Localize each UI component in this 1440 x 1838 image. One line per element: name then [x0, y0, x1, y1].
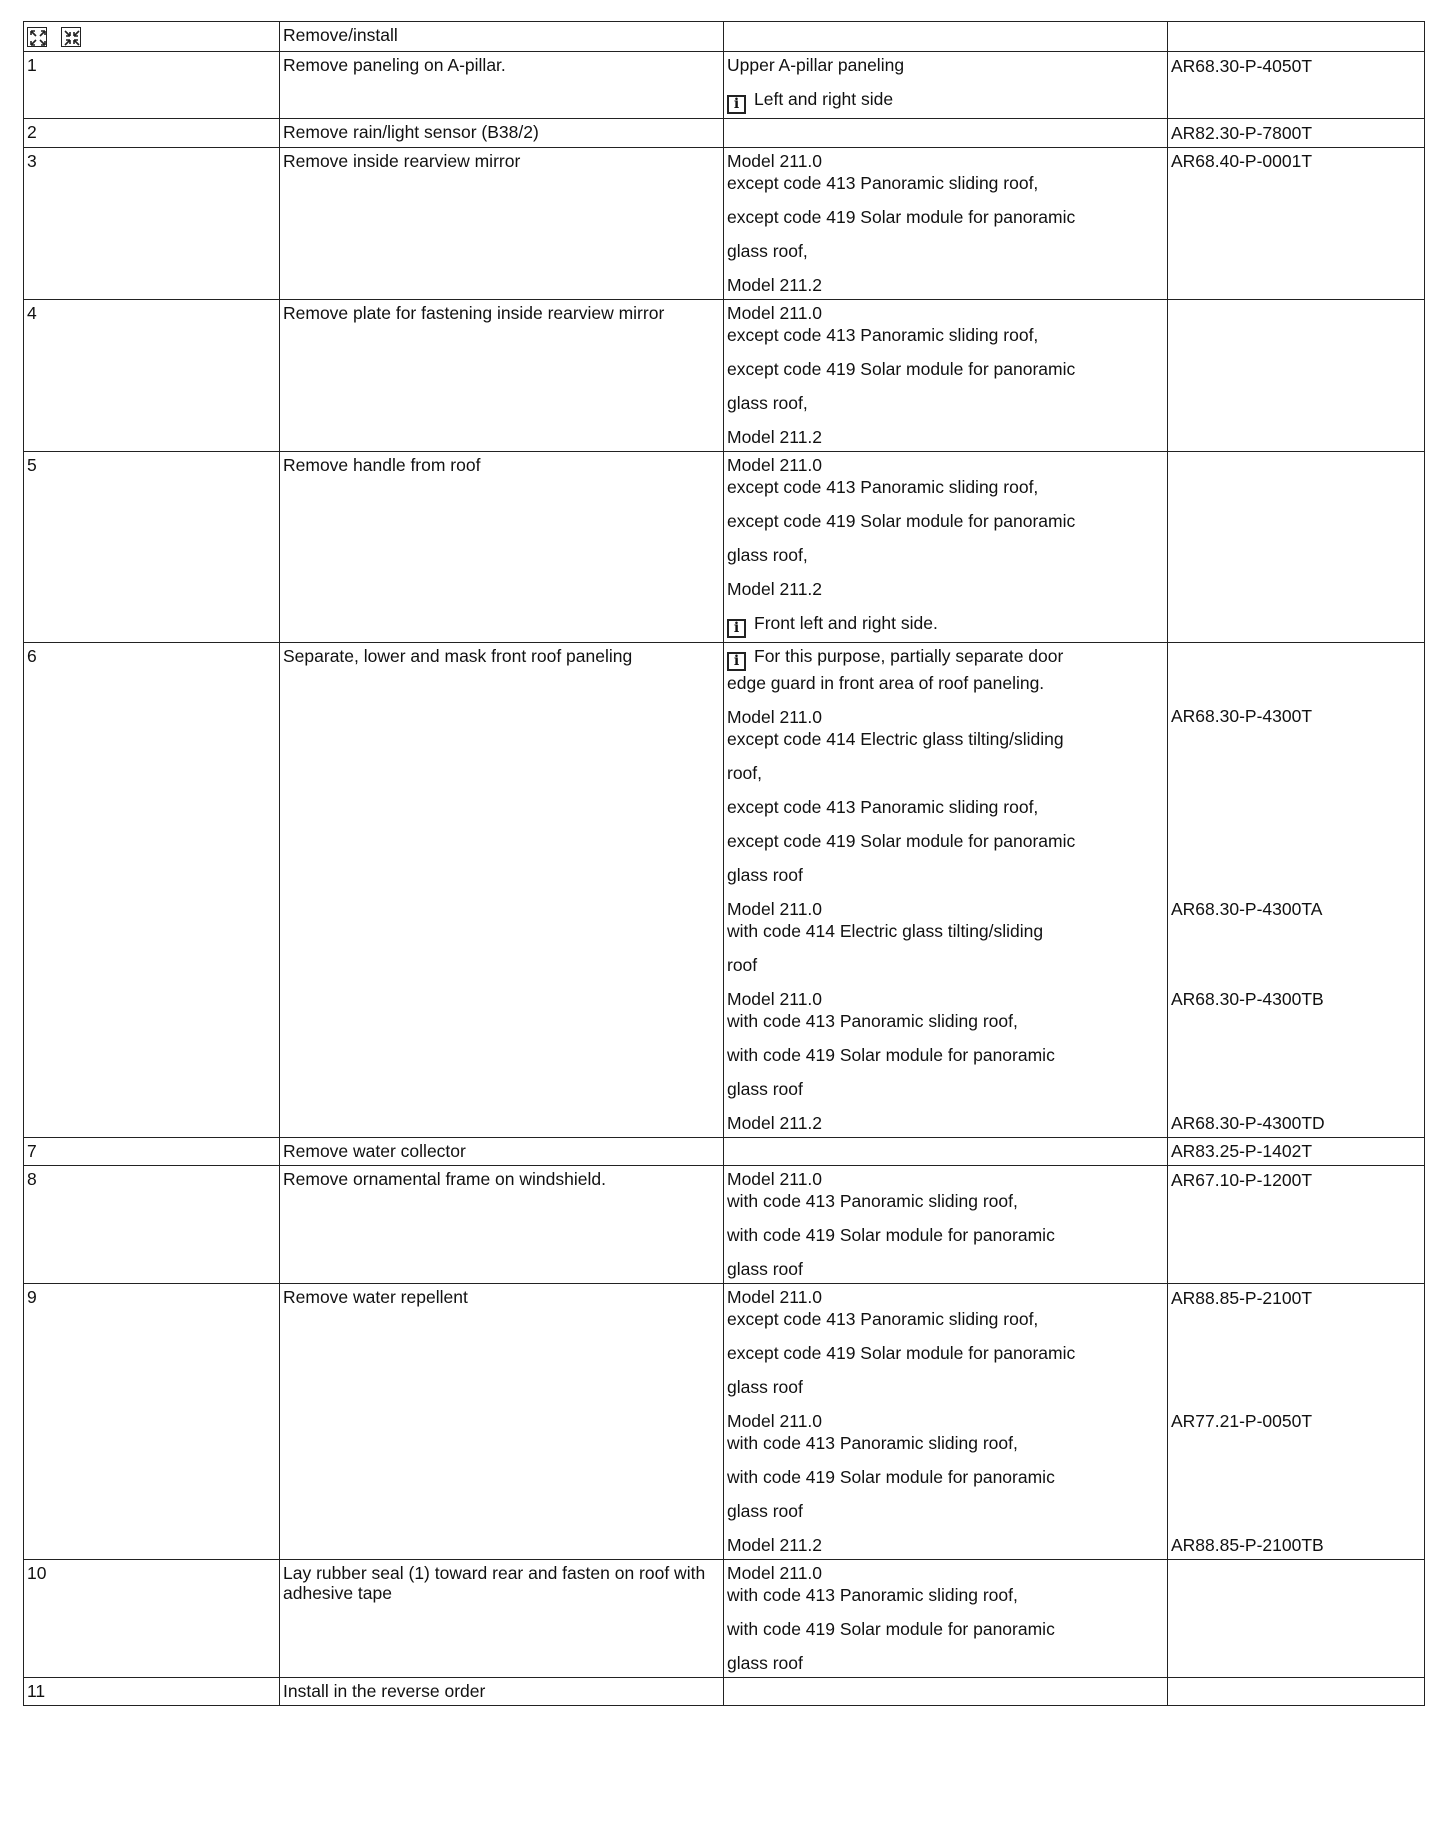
condition-block [727, 55, 1164, 75]
step-conditions [724, 52, 1168, 119]
condition-block [727, 1411, 1164, 1521]
condition-line: with code 419 Solar module for panoramic [727, 1467, 1055, 1487]
step-conditions [724, 1284, 1168, 1560]
condition-line: with code 413 Panoramic sliding roof, [727, 1010, 1018, 1031]
step-conditions [724, 119, 1168, 148]
condition-block [727, 989, 1164, 1099]
condition-line: Model 211.0 [727, 898, 823, 919]
step-action: Lay rubber seal (1) toward rear and fasten on roof with adhesive tape [280, 1560, 724, 1678]
info-icon: i [727, 619, 746, 638]
condition-line: except code 413 Panoramic sliding roof, [727, 476, 1039, 497]
condition-block [727, 1535, 1164, 1555]
condition-block [727, 151, 1164, 295]
condition-line: edge guard in front area of roof paneling. [727, 672, 1045, 693]
condition-block [727, 899, 1164, 975]
condition-line [727, 613, 1164, 638]
table-row [24, 1284, 1425, 1560]
condition-line: except code 419 Solar module for panoramic [727, 510, 1076, 531]
condition-block [727, 1113, 1164, 1133]
reference-block [1171, 1170, 1421, 1190]
condition-line: Model 211.0 [727, 1287, 823, 1307]
condition-line: Model 211.2 [727, 578, 823, 599]
step-references [1168, 52, 1425, 119]
table-row [24, 642, 1425, 1137]
reference-block [1171, 123, 1421, 143]
condition-line: glass roof, [727, 544, 808, 565]
step-number: 1 [24, 52, 280, 119]
reference-code[interactable]: AR82.30-P-7800T [1171, 122, 1313, 143]
step-references [1168, 1137, 1425, 1166]
step-action: Remove inside rearview mirror [280, 147, 724, 299]
step-conditions [724, 1166, 1168, 1284]
condition-block [727, 455, 1164, 599]
condition-line: with code 413 Panoramic sliding roof, [727, 1585, 1018, 1605]
reference-block [1171, 1288, 1421, 1308]
condition-line: Model 211.2 [727, 426, 823, 447]
step-action: Remove plate for fastening inside rearview mirror [280, 299, 724, 451]
reference-code[interactable]: AR68.30-P-4300TA [1171, 898, 1323, 919]
info-icon: i [727, 652, 746, 671]
reference-block [1171, 151, 1421, 171]
reference-code[interactable]: AR77.21-P-0050T [1171, 1411, 1313, 1431]
condition-line: glass roof [727, 864, 803, 885]
step-action: Remove water repellent [280, 1284, 724, 1560]
condition-line: except code 419 Solar module for panoramic [727, 206, 1076, 227]
condition-line: glass roof [727, 1377, 803, 1397]
reference-block [1171, 1113, 1421, 1133]
step-number: 9 [24, 1284, 280, 1560]
condition-line: with code 414 Electric glass tilting/sliding [727, 920, 1044, 941]
condition-line: glass roof [727, 1078, 803, 1099]
condition-line: except code 419 Solar module for panoramic [727, 1343, 1076, 1363]
condition-line: glass roof, [727, 240, 808, 261]
condition-line: Model 211.2 [727, 274, 823, 295]
condition-line: Model 211.0 [727, 302, 823, 323]
condition-block [727, 613, 1164, 638]
reference-code[interactable]: AR68.30-P-4050T [1171, 55, 1313, 76]
condition-line: glass roof [727, 1501, 803, 1521]
reference-code[interactable]: AR88.85-P-2100T [1171, 1287, 1313, 1308]
step-action: Remove ornamental frame on windshield. [280, 1166, 724, 1284]
header-empty-cell [724, 22, 1168, 52]
step-references [1168, 1560, 1425, 1678]
condition-line: Model 211.2 [727, 1112, 823, 1133]
fullscreen-arrows-icon[interactable] [27, 27, 47, 47]
condition-line: roof [727, 954, 758, 975]
condition-line: Model 211.0 [727, 1411, 823, 1431]
condition-line: Model 211.0 [727, 1169, 823, 1189]
reference-code[interactable]: AR68.30-P-4300TB [1171, 988, 1324, 1009]
condition-line: Model 211.0 [727, 1563, 823, 1583]
table-row [24, 451, 1425, 642]
info-icon: i [727, 95, 746, 114]
step-conditions [724, 299, 1168, 451]
step-conditions [724, 1560, 1168, 1678]
condition-block [727, 1287, 1164, 1397]
condition-block [727, 646, 1164, 693]
step-references [1168, 1284, 1425, 1560]
condition-line [727, 646, 1164, 671]
reference-block [1171, 1141, 1421, 1161]
step-conditions [724, 1678, 1168, 1706]
table-row [24, 1678, 1425, 1706]
condition-line [727, 89, 1164, 114]
reference-block [1171, 1411, 1421, 1431]
step-conditions [724, 451, 1168, 642]
step-references [1168, 299, 1425, 451]
reference-block [1171, 56, 1421, 76]
condition-text: Left and right side [754, 89, 894, 109]
reference-code[interactable]: AR68.30-P-4300T [1171, 706, 1313, 726]
reference-block [1171, 899, 1421, 919]
condition-line: except code 413 Panoramic sliding roof, [727, 172, 1039, 193]
step-number: 5 [24, 451, 280, 642]
condition-block [727, 89, 1164, 114]
condition-line: except code 419 Solar module for panoramic [727, 830, 1076, 851]
step-references [1168, 119, 1425, 148]
step-conditions [724, 147, 1168, 299]
condition-line: with code 419 Solar module for panoramic [727, 1619, 1055, 1639]
fullscreen-arrows-icon[interactable] [61, 27, 81, 47]
step-number: 8 [24, 1166, 280, 1284]
table-row [24, 299, 1425, 451]
condition-line: roof, [727, 762, 763, 783]
condition-line: with code 413 Panoramic sliding roof, [727, 1191, 1018, 1211]
condition-line: with code 413 Panoramic sliding roof, [727, 1433, 1018, 1453]
reference-block [1171, 1535, 1421, 1555]
condition-line: except code 414 Electric glass tilting/sliding [727, 728, 1064, 749]
condition-block [727, 1169, 1164, 1279]
reference-code[interactable]: AR83.25-P-1402T [1171, 1141, 1313, 1161]
step-number: 2 [24, 119, 280, 148]
table-row [24, 147, 1425, 299]
step-references [1168, 451, 1425, 642]
condition-line: except code 413 Panoramic sliding roof, [727, 324, 1039, 345]
reference-code[interactable]: AR88.85-P-2100TB [1171, 1535, 1324, 1555]
header-empty-cell [1168, 22, 1425, 52]
condition-block [727, 1563, 1164, 1673]
header-icons-cell [24, 22, 280, 52]
step-action: Separate, lower and mask front roof paneling [280, 642, 724, 1137]
condition-line: Model 211.0 [727, 454, 823, 475]
step-number: 3 [24, 147, 280, 299]
step-number: 4 [24, 299, 280, 451]
step-conditions [724, 1137, 1168, 1166]
step-number: 10 [24, 1560, 280, 1678]
step-number: 6 [24, 642, 280, 1137]
condition-line: Model 211.0 [727, 150, 823, 171]
step-references [1168, 1166, 1425, 1284]
step-number: 11 [24, 1678, 280, 1706]
table-row [24, 52, 1425, 119]
condition-block [727, 303, 1164, 447]
step-references [1168, 1678, 1425, 1706]
condition-line: Upper A-pillar paneling [727, 55, 905, 75]
header-title: Remove/install [280, 22, 724, 52]
condition-line: glass roof [727, 1259, 803, 1279]
condition-text: For this purpose, partially separate door [754, 645, 1064, 666]
condition-line: glass roof, [727, 392, 808, 413]
table-row [24, 1166, 1425, 1284]
step-references [1168, 147, 1425, 299]
reference-code[interactable]: AR68.30-P-4300TD [1171, 1112, 1325, 1133]
reference-block [1171, 706, 1421, 726]
step-action: Remove water collector [280, 1137, 724, 1166]
condition-line: Model 211.0 [727, 988, 823, 1009]
step-action: Remove handle from roof [280, 451, 724, 642]
condition-line: Model 211.0 [727, 706, 823, 727]
table-row [24, 1560, 1425, 1678]
condition-line: except code 413 Panoramic sliding roof, [727, 796, 1039, 817]
condition-line: except code 413 Panoramic sliding roof, [727, 1309, 1039, 1329]
condition-block [727, 707, 1164, 885]
condition-text: Front left and right side. [754, 612, 938, 633]
step-conditions [724, 642, 1168, 1137]
procedure-table [23, 21, 1425, 1706]
table-row [24, 119, 1425, 148]
header-row [24, 22, 1425, 52]
reference-code[interactable]: AR67.10-P-1200T [1171, 1169, 1313, 1190]
table-row [24, 1137, 1425, 1166]
step-action: Remove paneling on A-pillar. [280, 52, 724, 119]
condition-line: except code 419 Solar module for panoramic [727, 358, 1076, 379]
step-action: Remove rain/light sensor (B38/2) [280, 119, 724, 148]
condition-line: glass roof [727, 1653, 803, 1673]
step-number: 7 [24, 1137, 280, 1166]
condition-line: with code 419 Solar module for panoramic [727, 1225, 1055, 1245]
step-action: Install in the reverse order [280, 1678, 724, 1706]
condition-line: with code 419 Solar module for panoramic [727, 1044, 1055, 1065]
condition-line: Model 211.2 [727, 1535, 823, 1555]
step-references [1168, 642, 1425, 1137]
reference-code[interactable]: AR68.40-P-0001T [1171, 151, 1313, 171]
reference-block [1171, 989, 1421, 1009]
